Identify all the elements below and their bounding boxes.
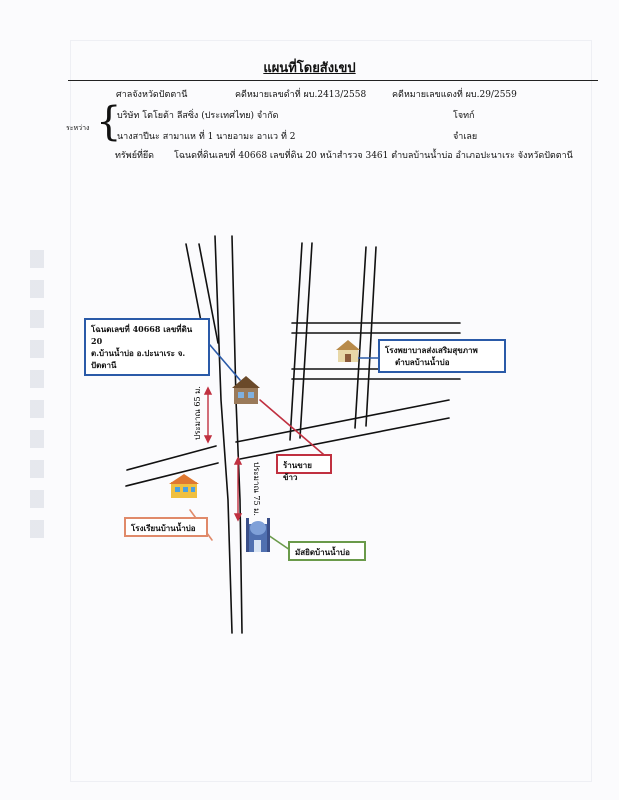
grid-v2-right: [366, 247, 376, 426]
dist-upper-label: ประมาณ 65 ม.: [193, 386, 202, 440]
plaintiff-name: บริษัท โตโยต้า ลีสซิ่ง (ประเทศไทย) จำกัด: [117, 111, 279, 121]
dist-upper-arrow-top: [205, 388, 211, 394]
court-name: ศาลจังหวัดปัตตานี: [116, 90, 188, 100]
hospital-callout: [378, 339, 506, 373]
school-icon: [169, 474, 199, 498]
between-label: ระหว่าง: [66, 124, 90, 132]
school-label: โรงเรียนบ้านน้ำบ่อ: [131, 523, 196, 533]
main-road-right-edge: [232, 236, 242, 633]
grid-v1-left: [290, 243, 302, 440]
cross-road-right-lower: [240, 418, 449, 459]
property-label: ทรัพย์ที่ยึด: [115, 151, 155, 161]
page-title: แผนที่โดยสังเขป: [263, 61, 356, 76]
mosque-callout: [288, 541, 366, 561]
shop-connector: [260, 400, 330, 460]
rice-shop-callout: [276, 454, 332, 482]
defendant-name: นางสาปีนะ สามาแห ที่ 1 นายอามะ อาแว ที่ 2: [117, 132, 296, 142]
clinic-icon: [336, 340, 360, 362]
black-case-number: คดีหมายเลขดำที่ ผบ.2413/2558: [235, 90, 367, 100]
hospital-callout-line-2: ตำบลบ้านน้ำบ่อ: [395, 357, 450, 367]
grid-v2-left: [355, 247, 366, 428]
land-parcel-callout: [84, 318, 210, 376]
rice-shop-label: ร้านขายข้าว: [283, 460, 312, 482]
property-text: โฉนดที่ดินเลขที่ 40668 เลขที่ดิน 20 หน้าสำรวจ 3461 ตำบลบ้านน้ำบ่อ อำเภอปะนาเระ จังหวัดปัตตานี: [174, 151, 573, 161]
land-callout-line-2: ต.บ้านน้ำบ่อ อ.ปะนาเระ จ.: [91, 348, 186, 358]
dist-upper-arrow-bottom: [205, 436, 211, 442]
hospital-callout-line-1: โรงพยาบาลส่งเสริมสุขภาพ: [385, 345, 478, 355]
defendant-role: จำเลย: [453, 132, 478, 142]
mosque-connector: [268, 535, 290, 550]
brace-mark: {: [96, 99, 122, 145]
dist-lower-label: ประมาณ 75 ม.: [252, 462, 261, 516]
main-road-left-edge: [215, 236, 232, 633]
red-case-number: คดีหมายเลขแดงที่ ผบ.29/2559: [392, 90, 517, 100]
school-callout: [124, 517, 208, 537]
mosque-label: มัสยิดบ้านน้ำบ่อ: [295, 547, 350, 557]
land-callout-line-1: โฉนดเลขที่ 40668 เลขที่ดิน 20: [91, 324, 193, 346]
plaintiff-role: โจทก์: [453, 111, 475, 121]
land-callout-line-3: ปัตตานี: [91, 360, 117, 370]
mosque-icon: [246, 518, 270, 552]
grid-v1-right: [300, 243, 312, 438]
